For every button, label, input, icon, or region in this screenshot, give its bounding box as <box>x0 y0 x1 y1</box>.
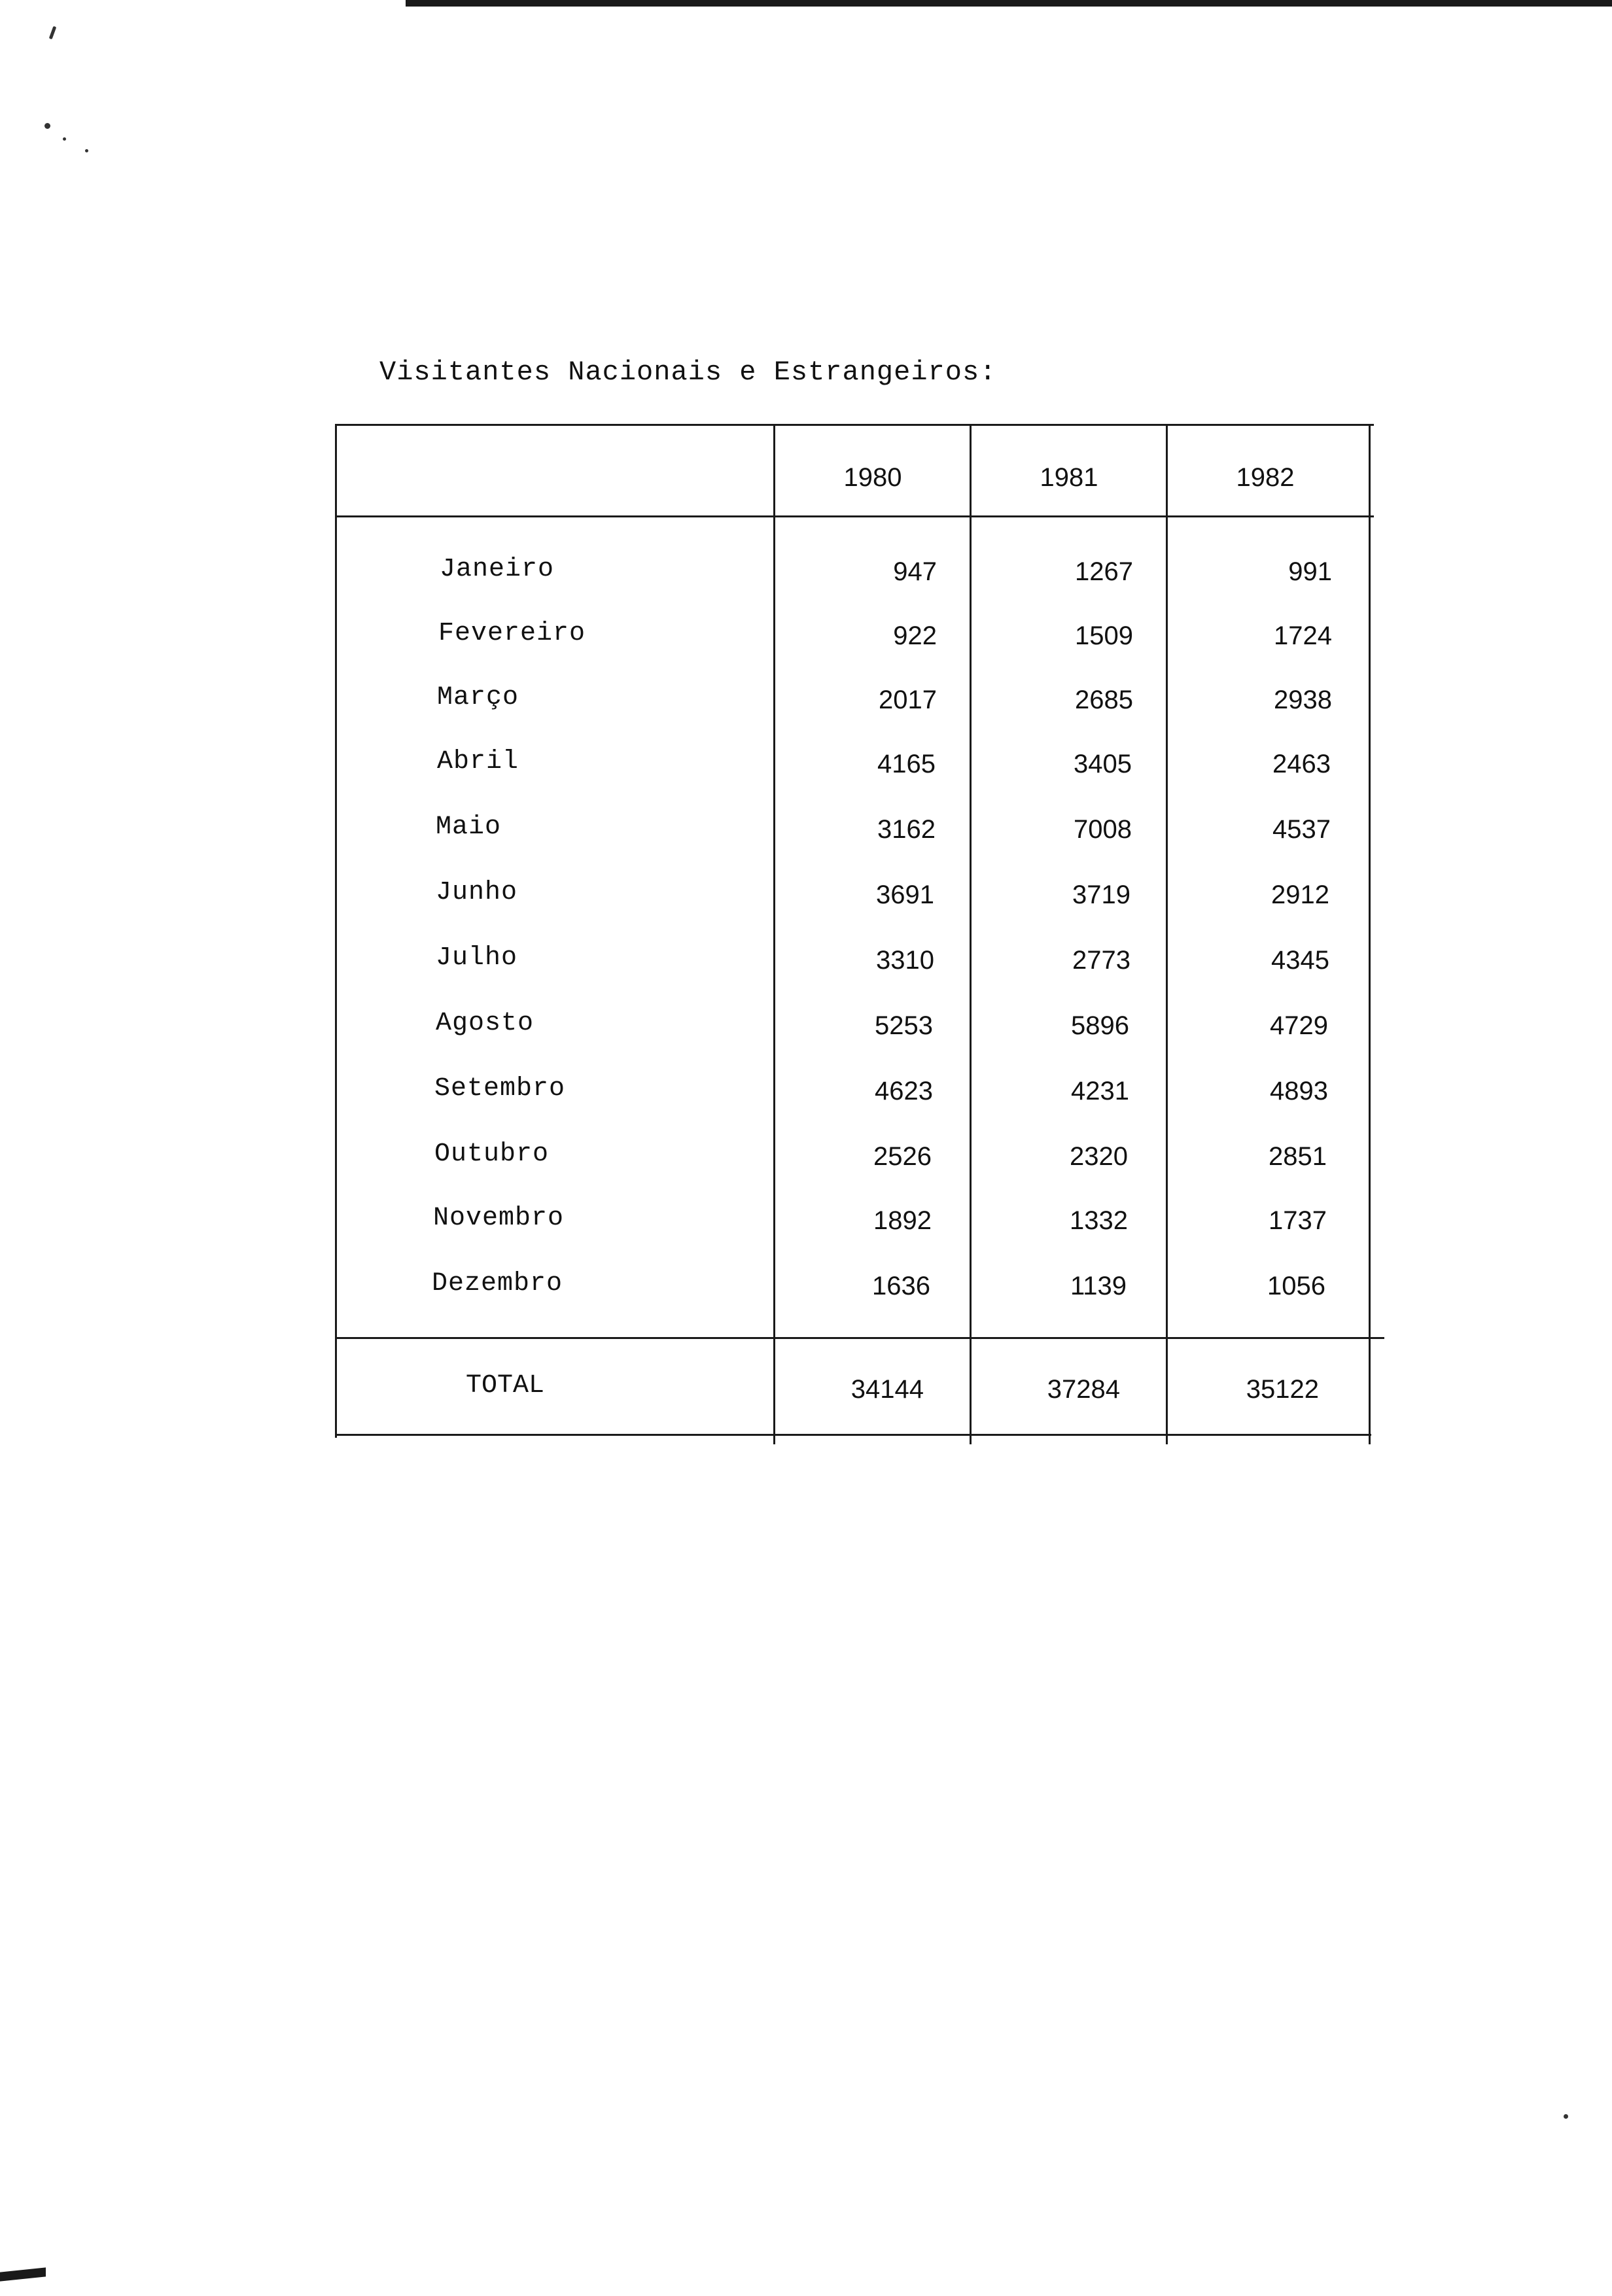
column-header-1981: 1981 <box>1040 463 1098 492</box>
scan-corner-mark <box>0 2267 46 2281</box>
column-header-1980: 1980 <box>843 463 902 492</box>
table-row <box>335 1139 1374 1205</box>
cell-1980: 2017 <box>879 686 937 714</box>
table-row <box>335 878 1374 943</box>
month-label: Fevereiro <box>438 619 586 648</box>
cell-1981: 1139 <box>1070 1272 1127 1300</box>
scan-speck <box>85 149 88 152</box>
cell-1980: 2526 <box>873 1142 932 1171</box>
table-top-rule <box>335 424 1374 426</box>
cell-1981: 2685 <box>1075 686 1133 714</box>
cell-1982: 4893 <box>1270 1077 1328 1105</box>
table-row <box>335 747 1374 812</box>
cell-1981: 5896 <box>1071 1011 1129 1040</box>
cell-1982: 2851 <box>1269 1142 1327 1171</box>
cell-1981: 2320 <box>1070 1142 1128 1171</box>
month-label: Abril <box>437 747 519 776</box>
cell-1980: 3162 <box>877 815 936 844</box>
cell-1982: 1724 <box>1274 621 1332 650</box>
month-label: Julho <box>436 943 518 973</box>
cell-1981: 2773 <box>1072 946 1130 975</box>
month-label: Janeiro <box>440 555 555 584</box>
cell-1981: 1509 <box>1075 621 1133 650</box>
total-1980: 34144 <box>850 1375 924 1404</box>
visitors-table <box>335 424 1374 1444</box>
cell-1980: 947 <box>893 557 937 586</box>
table-row <box>335 1009 1374 1074</box>
total-rule <box>335 1337 1384 1339</box>
cell-1982: 4345 <box>1271 946 1329 975</box>
cell-1980: 1892 <box>873 1206 932 1235</box>
cell-1982: 2463 <box>1272 750 1331 778</box>
cell-1980: 5253 <box>875 1011 933 1040</box>
top-scan-border <box>406 0 1612 7</box>
total-label: TOTAL <box>466 1371 545 1400</box>
month-label: Maio <box>436 812 502 842</box>
cell-1980: 3691 <box>876 880 934 909</box>
cell-1981: 7008 <box>1074 815 1132 844</box>
scan-speck <box>63 137 66 141</box>
cell-1982: 991 <box>1288 557 1332 586</box>
cell-1980: 3310 <box>876 946 934 975</box>
table-row <box>335 683 1374 748</box>
table-bottom-rule <box>335 1434 1371 1436</box>
cell-1982: 1056 <box>1267 1272 1325 1300</box>
cell-1981: 4231 <box>1071 1077 1129 1105</box>
cell-1980: 4623 <box>875 1077 933 1105</box>
month-label: Novembro <box>433 1204 565 1233</box>
cell-1981: 1332 <box>1070 1206 1128 1235</box>
month-label: Setembro <box>434 1074 566 1104</box>
table-row <box>335 943 1374 1009</box>
cell-1981: 3405 <box>1074 750 1132 778</box>
cell-1982: 2912 <box>1271 880 1329 909</box>
cell-1981: 3719 <box>1072 880 1130 909</box>
cell-1982: 4729 <box>1270 1011 1328 1040</box>
column-header-1982: 1982 <box>1236 463 1295 492</box>
cell-1981: 1267 <box>1075 557 1133 586</box>
month-label: Outubro <box>434 1139 550 1169</box>
table-row <box>335 812 1374 878</box>
scan-speck <box>44 123 50 129</box>
cell-1982: 1737 <box>1269 1206 1327 1235</box>
table-row <box>335 1204 1374 1269</box>
table-row <box>335 555 1374 620</box>
month-label: Dezembro <box>432 1269 563 1298</box>
total-1981: 37284 <box>1047 1375 1120 1404</box>
table-row <box>335 1074 1374 1139</box>
table-row <box>335 1269 1374 1334</box>
month-label: Agosto <box>436 1009 534 1038</box>
cell-1980: 922 <box>893 621 937 650</box>
cell-1982: 4537 <box>1272 815 1331 844</box>
cell-1980: 1636 <box>872 1272 930 1300</box>
cell-1982: 2938 <box>1274 686 1332 714</box>
scan-speck <box>1564 2114 1568 2119</box>
total-1982: 35122 <box>1246 1375 1319 1404</box>
page-title: Visitantes Nacionais e Estrangeiros: <box>379 357 997 388</box>
cell-1980: 4165 <box>877 750 936 778</box>
header-rule <box>335 515 1374 517</box>
month-label: Junho <box>436 878 518 907</box>
scan-speck <box>49 26 57 40</box>
table-row <box>335 619 1374 684</box>
month-label: Março <box>437 683 519 712</box>
